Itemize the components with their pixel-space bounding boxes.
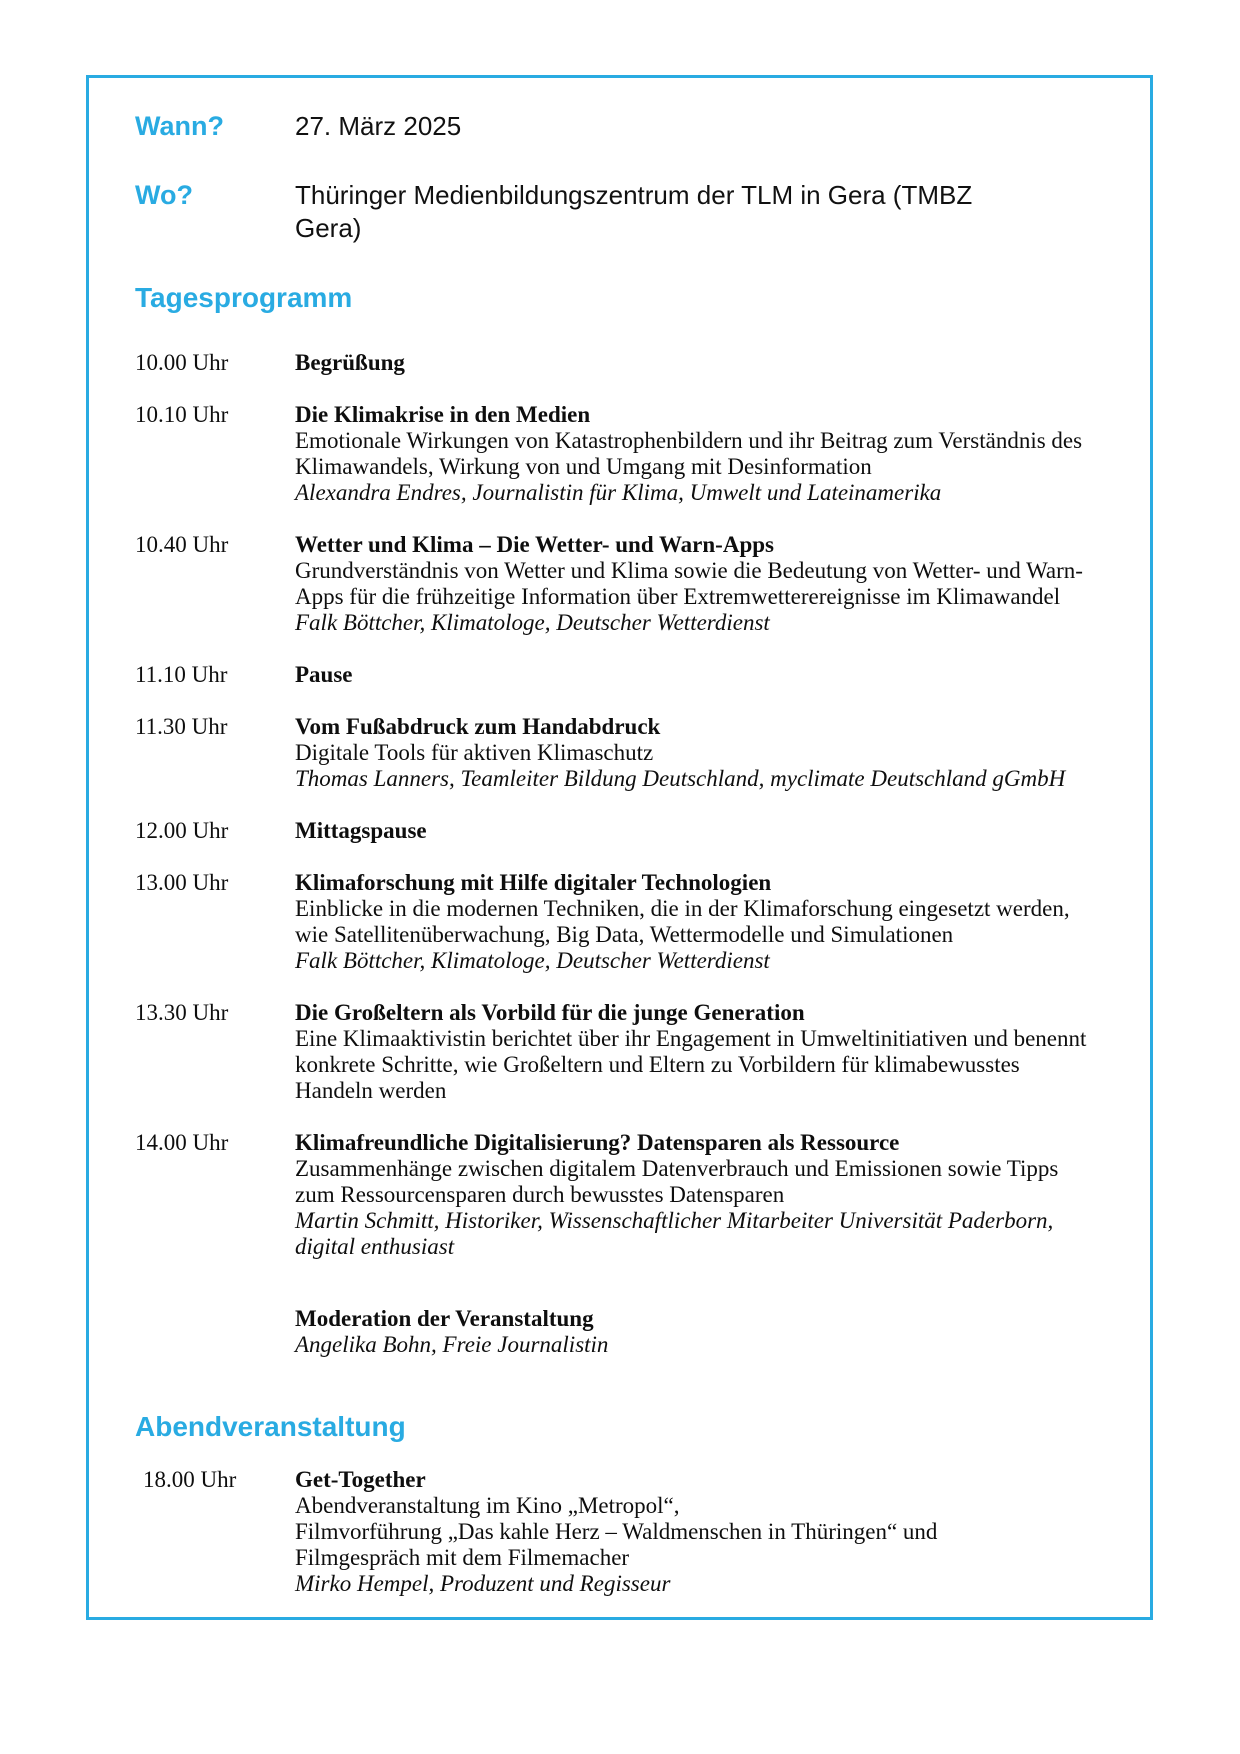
moderation-content [295, 1306, 608, 1358]
session-title: Mittagspause [295, 818, 427, 843]
session-description-line: Grundverständnis von Wetter und Klima sowie die Bedeutung von Wetter- und Warn-Apps für die frühzeitige Information über Extremwetterereignisse im Klimawandel [295, 558, 1083, 609]
session-description-line: Emotionale Wirkungen von Katastrophenbildern und ihr Beitrag zum Verständnis des Klimawandels, Wirkung von und Umgang mit Desinformation [295, 428, 1083, 479]
session-speaker: Thomas Lanners, Teamleiter Bildung Deutschland, myclimate Deutschland gGmbH [295, 766, 1066, 791]
program-item-content [295, 1467, 937, 1597]
session-description-line: Filmgespräch mit dem Filmemacher [295, 1545, 630, 1570]
session-title: Pause [295, 662, 353, 687]
program-item [135, 1130, 1095, 1260]
program-item [135, 818, 1095, 844]
session-title: Die Klimakrise in den Medien [295, 402, 591, 427]
program-item [135, 1000, 1095, 1104]
program-item-time: 13.30 Uhr [135, 1000, 229, 1025]
session-title: Klimafreundliche Digitalisierung? Datensparen als Ressource [295, 1130, 900, 1155]
when-row [135, 110, 1095, 143]
where-row [135, 179, 1095, 245]
day-program-title: Tagesprogramm [135, 282, 353, 313]
program-document-frame [86, 75, 1153, 1620]
where-value: Thüringer Medienbildungszentrum der TLM in Gera (TMBZ Gera) [295, 180, 973, 243]
session-speaker: Martin Schmitt, Historiker, Wissenschaftlicher Mitarbeiter Universität Paderborn, digital enthusiast [295, 1208, 1054, 1259]
program-item [135, 350, 1095, 376]
program-item-time: 13.00 Uhr [135, 870, 229, 895]
program-item [135, 1467, 1095, 1597]
evening-program-title: Abendveranstaltung [135, 1411, 406, 1442]
when-label: Wann? [135, 111, 224, 141]
session-description-line: Digitale Tools für aktiven Klimaschutz [295, 740, 654, 765]
program-item [135, 662, 1095, 688]
moderation-title: Moderation der Veranstaltung [295, 1306, 594, 1331]
program-item [135, 402, 1095, 506]
program-item-content [295, 818, 427, 844]
session-title: Wetter und Klima – Die Wetter- und Warn-Apps [295, 532, 774, 557]
program-item [135, 870, 1095, 974]
session-speaker: Mirko Hempel, Produzent und Regisseur [295, 1571, 671, 1596]
day-program-list [135, 350, 1095, 1260]
program-item-content [295, 402, 1095, 506]
session-description-line: Zusammenhänge zwischen digitalem Datenverbrauch und Emissionen sowie Tipps zum Ressourcensparen durch bewusstes Datensparen [295, 1156, 1059, 1207]
session-speaker: Falk Böttcher, Klimatologe, Deutscher Wetterdienst [295, 948, 770, 973]
program-item-content [295, 1130, 1095, 1260]
program-item-time: 11.10 Uhr [135, 662, 228, 687]
program-item-time: 12.00 Uhr [135, 818, 229, 843]
moderation-row [135, 1306, 1095, 1358]
moderation-time-spacer [135, 1306, 295, 1358]
session-description-line: Einblicke in die modernen Techniken, die in der Klimaforschung eingesetzt werden, wie Satellitenüberwachung, Big Data, Wettermodelle und Simulationen [295, 896, 1070, 947]
when-value: 27. März 2025 [295, 111, 462, 141]
program-item-content [295, 714, 1065, 792]
session-description-line: Filmvorführung „Das kahle Herz – Waldmenschen in Thüringen“ und [295, 1519, 938, 1544]
program-item-content [295, 870, 1095, 974]
program-item-time: 10.40 Uhr [135, 532, 229, 557]
program-item-time: 11.30 Uhr [135, 714, 228, 739]
session-speaker: Alexandra Endres, Journalistin für Klima, Umwelt und Lateinamerika [295, 480, 942, 505]
program-item-time: 10.00 Uhr [135, 350, 229, 375]
session-title: Die Großeltern als Vorbild für die junge Generation [295, 1000, 805, 1025]
moderation-speaker: Angelika Bohn, Freie Journalistin [295, 1332, 609, 1357]
session-description-line: Abendveranstaltung im Kino „Metropol“, [295, 1493, 680, 1518]
program-item-time: 14.00 Uhr [135, 1130, 229, 1155]
program-item [135, 532, 1095, 636]
program-item-time: 10.10 Uhr [135, 402, 229, 427]
evening-program-list [135, 1467, 1095, 1597]
where-label: Wo? [135, 180, 193, 210]
program-item-content [295, 662, 353, 688]
program-item-time: 18.00 Uhr [143, 1467, 237, 1492]
session-title: Klimaforschung mit Hilfe digitaler Technologien [295, 870, 772, 895]
session-title: Begrüßung [295, 350, 405, 375]
program-item-content [295, 1000, 1095, 1104]
session-title: Vom Fußabdruck zum Handabdruck [295, 714, 661, 739]
session-description-line: Eine Klimaaktivistin berichtet über ihr Engagement in Umweltinitiativen und benennt konkrete Schritte, wie Großeltern und Eltern zu Vorbildern für klimabewusstes Handeln werden [295, 1026, 1087, 1103]
program-item-content [295, 350, 405, 376]
session-speaker: Falk Böttcher, Klimatologe, Deutscher Wetterdienst [295, 610, 770, 635]
program-item-content [295, 532, 1095, 636]
program-item [135, 714, 1095, 792]
session-title: Get-Together [295, 1467, 426, 1492]
